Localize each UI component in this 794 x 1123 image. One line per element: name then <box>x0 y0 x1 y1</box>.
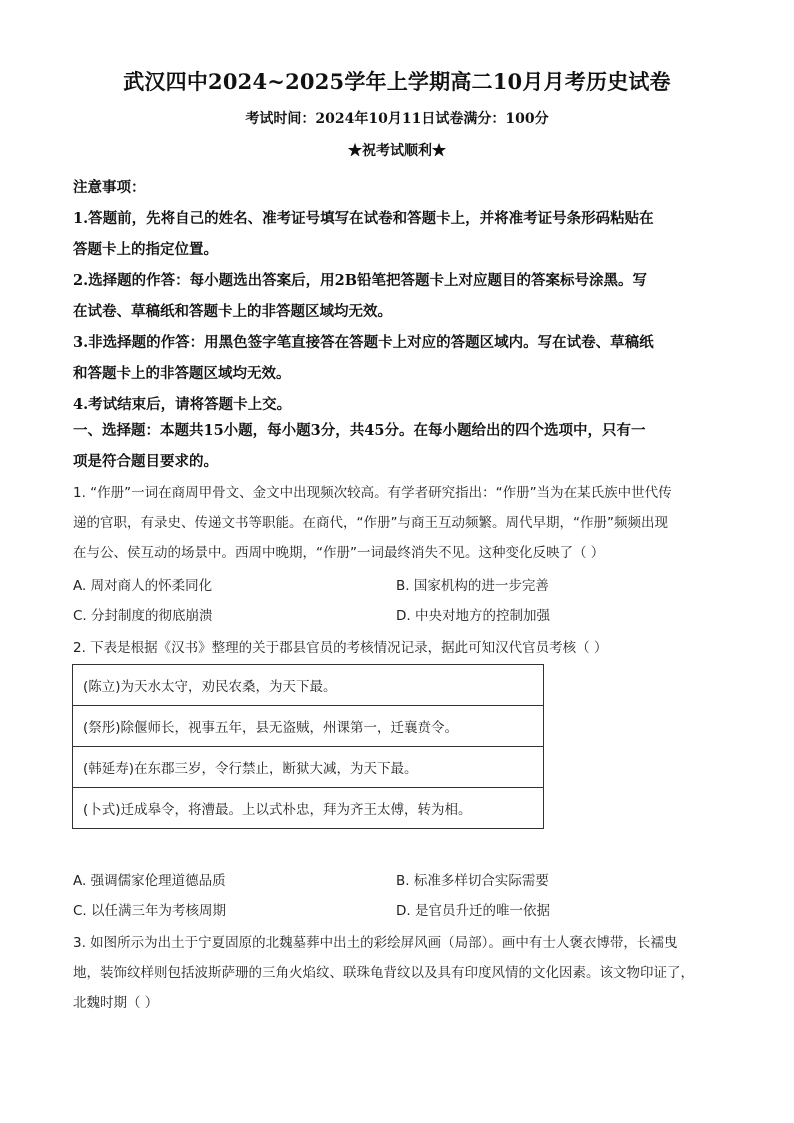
notice-line: 1.答题前，先将自己的姓名、准考证号填写在试卷和答题卡上，并将准考证号条形码粘贴在 <box>73 210 654 227</box>
section-heading <box>73 415 723 477</box>
table-row <box>73 665 544 706</box>
page-title: 武汉四中2024~2025学年上学期高二10月月考历史试卷 <box>123 69 671 94</box>
question-line: 地，装饰纹样则包括波斯萨珊的三角火焰纹、联珠龟背纹以及具有印度风情的文化因素。该文物印证了， <box>73 965 694 981</box>
notice-line: 答题卡上的指定位置。 <box>73 241 218 258</box>
option-b[interactable]: B. 标准多样切合实际需要 <box>396 873 549 889</box>
option-b[interactable]: B. 国家机构的进一步完善 <box>396 578 549 594</box>
question-line: 3. 如图所示为出土于宁夏固原的北魏墓葬中出土的彩绘屏风画（局部）。画中有士人褒衣博带，长襦曳 <box>73 935 678 951</box>
exam-info: 考试时间：2024年10月11日试卷满分：100分 <box>245 111 549 127</box>
question-line: 北魏时期（ ） <box>73 995 159 1011</box>
option-d[interactable]: D. 中央对地方的控制加强 <box>396 608 550 624</box>
question-line: 1. “作册”一词在商周甲骨文、金文中出现频次较高。有学者研究指出：“作册”当为在某氏族中世代传 <box>73 485 672 501</box>
section-line: 一、选择题：本题共15小题，每小题3分，共45分。在每小题给出的四个选项中，只有一 <box>73 422 646 439</box>
notice-line: 3.非选择题的作答：用黑色签字笔直接答在答题卡上对应的答题区域内。写在试卷、草稿纸 <box>73 334 654 351</box>
table-row <box>73 788 544 829</box>
exam-wish: ★祝考试顺利★ <box>348 143 446 159</box>
table-cell: (陈立)为天水太守，劝民农桑，为天下最。 <box>73 665 544 706</box>
record-table <box>72 664 544 829</box>
question-line: 在与公、侯互动的场景中。西周中晚期，“作册”一词最终消失不见。这种变化反映了（ ） <box>73 545 605 561</box>
option-a[interactable]: A. 强调儒家伦理道德品质 <box>73 873 226 889</box>
notice-heading: 注意事项： <box>73 179 146 196</box>
question-1-options <box>73 571 723 631</box>
question-line: 递的官职，有录史、传递文书等职能。在商代，“作册”与商王互动频繁。周代早期，“作册”频频出现 <box>73 515 668 531</box>
question-1-stem <box>73 478 723 568</box>
table-cell: (祭彤)除偃师长，视事五年，县无盗贼，州课第一，迁襄贲令。 <box>73 706 544 747</box>
notice-line: 2.选择题的作答：每小题选出答案后，用2B铅笔把答题卡上对应题目的答案标号涂黑。写 <box>73 272 647 289</box>
question-2-stem <box>73 633 723 663</box>
option-c[interactable]: C. 分封制度的彻底崩溃 <box>73 608 213 624</box>
question-line: 2. 下表是根据《汉书》整理的关于郡县官员的考核情况记录，据此可知汉代官员考核（ ） <box>73 640 608 656</box>
notice-section <box>73 172 723 420</box>
table-cell: (卜式)迁成皋令，将漕最。上以式朴忠，拜为齐王太傅，转为相。 <box>73 788 544 829</box>
table-row <box>73 747 544 788</box>
table-cell: (韩延寿)在东郡三岁，令行禁止，断狱大减，为天下最。 <box>73 747 544 788</box>
table-row <box>73 706 544 747</box>
question-2-options <box>73 866 723 926</box>
notice-line: 在试卷、草稿纸和答题卡上的非答题区域均无效。 <box>73 303 392 320</box>
option-d[interactable]: D. 是官员升迁的唯一依据 <box>396 903 550 919</box>
section-line: 项是符合题目要求的。 <box>73 453 218 470</box>
option-c[interactable]: C. 以任满三年为考核周期 <box>73 903 227 919</box>
notice-line: 和答题卡上的非答题区域均无效。 <box>73 365 291 382</box>
notice-line: 4.考试结束后，请将答题卡上交。 <box>73 396 292 413</box>
question-3-stem <box>73 928 723 1018</box>
option-a[interactable]: A. 周对商人的怀柔同化 <box>73 578 213 594</box>
